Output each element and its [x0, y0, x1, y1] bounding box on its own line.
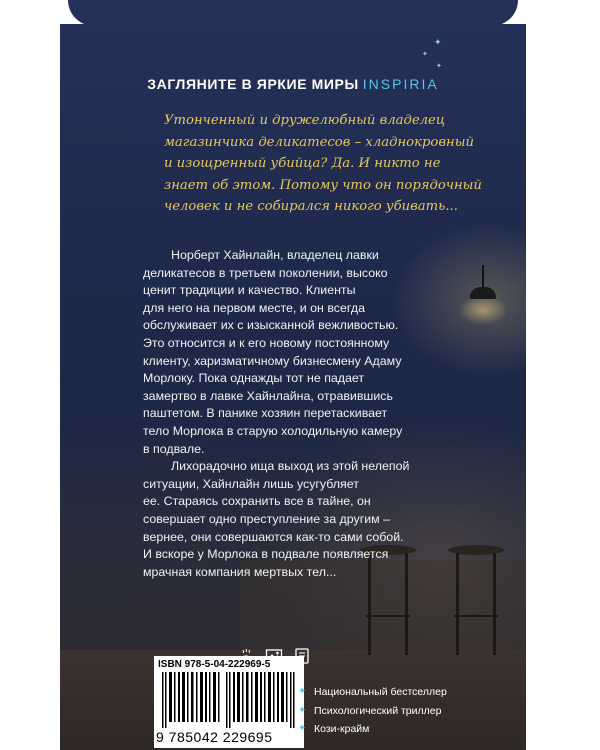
brand-name: INSPIRIA [362, 76, 439, 92]
feature-item [298, 721, 518, 740]
tagline-line: магазинчика деликатесов – хладнокровный [164, 134, 474, 150]
tagline-line: Утонченный и дружелюбный владелец [164, 113, 446, 128]
tagline [164, 110, 509, 218]
feature-item [298, 684, 518, 703]
series-header [60, 76, 526, 92]
synopsis-line: мрачная компания мертвых тел... [143, 564, 337, 579]
barcode [154, 656, 307, 748]
sparkle-icon: ✦ [298, 704, 307, 716]
sparkle-icon: ✦ [298, 723, 307, 734]
synopsis-line: вернее, они совершаются как-то сами собой. [143, 529, 404, 544]
barcode-number: 9 785042 229695 [156, 729, 273, 745]
synopsis-line: клиенту, харизматичному бизнесмену Адаму [143, 353, 402, 368]
feature-item [298, 703, 518, 722]
tagline-line: знает об этом. Потому что он порядочный [164, 177, 482, 193]
synopsis-line: Морлоку. Пока однажды тот не падает [143, 371, 365, 386]
cover-top-notch [60, 0, 526, 24]
barcode-bars [160, 672, 298, 728]
feature-label: Психологический триллер [314, 704, 442, 717]
synopsis-line: ценит традиции и качество. Клиенты [143, 283, 356, 298]
synopsis-line: ее. Стараясь сохранить все в тайне, он [143, 494, 371, 509]
sparkle-icon: ✦ [298, 686, 307, 697]
synopsis-line: деликатесов в третьем поколении, высоко [143, 265, 388, 280]
synopsis-line: тело Морлока в старую холодильную камеру [143, 423, 403, 438]
series-header-text: ЗАГЛЯНИТЕ В ЯРКИЕ МИРЫ [147, 76, 359, 92]
synopsis-line: И вскоре у Морлока в подвале появляется [143, 547, 389, 562]
synopsis-line: Это относится и к его новому постоянному [143, 335, 390, 350]
synopsis-line: замертво в лавке Хайнлайна, отравившись [143, 388, 393, 403]
isbn-text: ISBN 978-5-04-222969-5 [158, 659, 271, 670]
synopsis-line: для него на первом месте, и он всегда [143, 300, 365, 315]
synopsis-line: паштетом. В панике хозяин перетаскивает [143, 406, 388, 421]
feature-list [298, 684, 518, 740]
synopsis-line: обслуживает их с изысканной вежливостью. [143, 318, 399, 333]
synopsis [143, 247, 526, 581]
book-back-cover [60, 0, 526, 750]
synopsis-line: совершает одно преступление за другим – [143, 511, 391, 526]
sparkle-icon: ✦ ✦ ✦ [422, 37, 442, 70]
feature-label: Национальный бестселлер [314, 686, 447, 698]
feature-label: Кози-крайм [314, 723, 370, 735]
tagline-line: человек и не собирался никого убивать... [164, 199, 458, 214]
tagline-line: и изощренный убийца? Да. И никто не [164, 156, 441, 171]
synopsis-line: ситуации, Хайнлайн лишь усугубляет [143, 476, 359, 491]
synopsis-line: Норберт Хайнлайн, владелец лавки [171, 248, 379, 262]
synopsis-line: Лихорадочно ища выход из этой нелепой [171, 459, 410, 474]
synopsis-line: в подвале. [143, 441, 205, 456]
